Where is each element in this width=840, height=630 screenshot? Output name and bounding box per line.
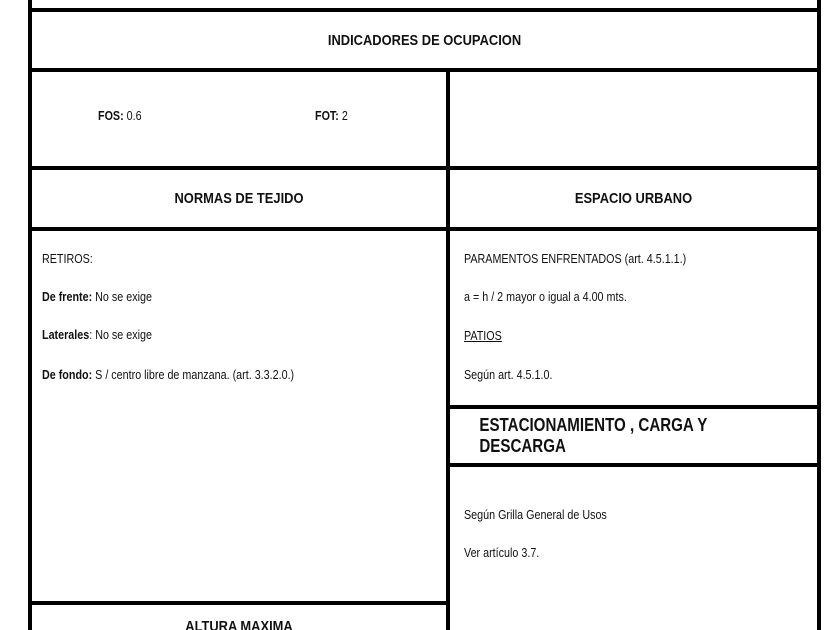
fot-value: 2 <box>341 109 348 123</box>
retiro-frente <box>42 290 152 304</box>
center-divider <box>446 68 450 630</box>
segun-articulo-text: Según art. 4.5.1.0. <box>464 368 553 382</box>
fondo-value: S / centro libre de manzana. (art. 3.3.2.0.) <box>95 368 295 382</box>
fot-label: FOT: <box>315 109 339 123</box>
normas-title: NORMAS DE TEJIDO <box>174 190 304 207</box>
frente-label: De frente: <box>42 290 93 304</box>
divider-left-altura <box>28 601 450 605</box>
estacionamiento-line1: Según Grilla General de Usos <box>464 508 607 522</box>
fos-label: FOS: <box>98 109 124 123</box>
retiro-fondo <box>42 368 294 382</box>
laterales-value: : No se exige <box>89 328 152 342</box>
fot-indicator <box>315 109 348 123</box>
right-border <box>817 0 821 630</box>
divider-after-section-headers <box>28 227 821 231</box>
paramentos-text: PARAMENTOS ENFRENTADOS (art. 4.5.1.1.) <box>464 252 687 266</box>
estacionamiento-line2: Ver artículo 3.7. <box>464 546 540 560</box>
formula-text: a = h / 2 mayor o igual a 4.00 mts. <box>464 290 627 304</box>
patios-heading: PATIOS <box>464 329 502 343</box>
indicadores-title: INDICADORES DE OCUPACION <box>327 31 522 49</box>
retiros-label: RETIROS: <box>42 252 93 266</box>
left-border <box>28 0 32 630</box>
altura-title: ALTURA MAXIMA <box>185 618 293 630</box>
divider-after-title <box>28 68 821 72</box>
espacio-title: ESPACIO URBANO <box>574 190 693 207</box>
fos-indicator <box>98 109 142 123</box>
frente-value: No se exige <box>95 290 152 304</box>
estacionamiento-title: ESTACIONAMIENTO , CARGA Y DESCARGA <box>479 415 708 456</box>
fos-value: 0.6 <box>126 109 142 123</box>
fondo-label: De fondo: <box>42 368 93 382</box>
divider-right-estacionamiento-bottom <box>446 463 821 467</box>
laterales-label: Laterales <box>42 328 90 342</box>
retiro-laterales <box>42 328 152 342</box>
